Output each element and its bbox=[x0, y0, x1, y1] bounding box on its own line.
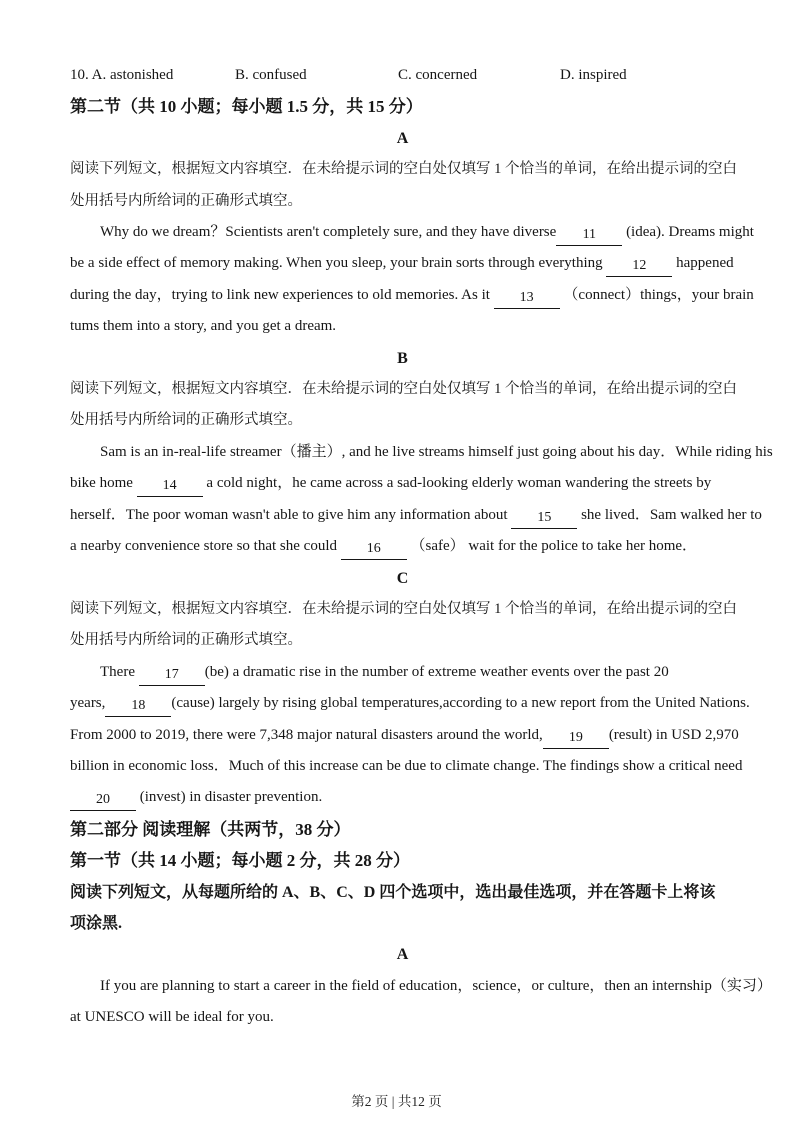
section-2-heading: 第二节（共 10 小题；每小题 1.5 分，共 15 分） bbox=[70, 97, 423, 117]
question-10-option-d: D. inspired bbox=[560, 67, 627, 83]
passage-a-line-4: tums them into a story, and you get a dream. bbox=[70, 318, 337, 335]
passage-c-line-3: From 2000 to 2019, there were 7,348 major natural disasters around the world, 19 (result) in USD 2,970 bbox=[70, 720, 735, 751]
question-10-option-a: 10. A. astonished bbox=[70, 67, 174, 83]
passage-c-line-2: years, 18 (cause) largely by rising global temperatures,according to a new report from the United Nations. bbox=[70, 688, 735, 719]
fill-in-blank-19: 19 bbox=[543, 730, 609, 749]
passage-a-instruction-line-2: 处用括号内所给词的正确形式填空。 bbox=[70, 192, 302, 209]
reading-passage-a-line-2: at UNESCO will be ideal for you. bbox=[70, 1009, 274, 1026]
page-number-footer: 第2 页 | 共12 页 bbox=[351, 1094, 442, 1109]
passage-a-line-1: Why do we dream？Scientists aren't completely sure, and they have diverse 11 (idea). Dreams might bbox=[70, 217, 735, 248]
question-10-option-c: C. concerned bbox=[398, 67, 478, 83]
passage-c-line-4: billion in economic loss．Much of this increase can be due to climate change. The findings show a critical need bbox=[70, 757, 743, 774]
fill-in-blank-16: 16 bbox=[341, 541, 407, 560]
passage-a-line-3: during the day，trying to link new experiences to old memories. As it 13 （connect）things，your brain bbox=[70, 280, 735, 311]
question-10-options-row bbox=[70, 60, 735, 91]
fill-in-blank-15: 15 bbox=[511, 510, 577, 529]
passage-c-instruction-line-2: 处用括号内所给词的正确形式填空。 bbox=[70, 632, 302, 649]
passage-c-line-1: There 17 (be) a dramatic rise in the number of extreme weather events over the past 20 bbox=[70, 657, 735, 688]
passage-a-line-2: be a side effect of memory making. When you sleep, your brain sorts through everything 12 happened bbox=[70, 248, 735, 279]
passage-b-line-4: a nearby convenience store so that she could 16 （safe） wait for the police to take her home． bbox=[70, 531, 735, 562]
fill-in-blank-13: 13 bbox=[494, 290, 560, 309]
passage-b-instruction-line-1: 阅读下列短文，根据短文内容填空．在未给提示词的空白处仅填写 1 个恰当的单词，在给出提示词的空白 bbox=[70, 381, 737, 398]
passage-c-label: C bbox=[396, 569, 409, 587]
part-2-heading: 第二部分 阅读理解（共两节，38 分） bbox=[70, 819, 351, 839]
part-2-instruction-line-1: 阅读下列短文，从每题所给的 A、B、C、D 四个选项中，选出最佳选项，并在答题卡上将该 bbox=[70, 883, 716, 901]
passage-c-line-5: 20 (invest) in disaster prevention. bbox=[70, 782, 735, 813]
passage-b-line-3: herself．The poor woman wasn't able to give him any information about 15 she lived．Sam walked her to bbox=[70, 500, 735, 531]
part-2-instruction-line-2: 项涂黑. bbox=[70, 914, 123, 932]
passage-b-line-2: bike home 14 a cold night，he came across a sad-looking elderly woman wandering the streets by bbox=[70, 468, 735, 499]
fill-in-blank-11: 11 bbox=[556, 227, 622, 246]
fill-in-blank-18: 18 bbox=[105, 698, 171, 717]
fill-in-blank-17: 17 bbox=[139, 667, 205, 686]
passage-c-instruction-line-1: 阅读下列短文，根据短文内容填空．在未给提示词的空白处仅填写 1 个恰当的单词，在给出提示词的空白 bbox=[70, 600, 737, 617]
fill-in-blank-20: 20 bbox=[70, 792, 136, 811]
question-10-option-b: B. confused bbox=[235, 67, 307, 83]
passage-b-line-1: Sam is an in-real-life streamer（播主）, and he live streams himself just going about his day．While riding his bbox=[100, 443, 773, 460]
fill-in-blank-14: 14 bbox=[137, 478, 203, 497]
passage-a-instruction-line-1: 阅读下列短文，根据短文内容填空．在未给提示词的空白处仅填写 1 个恰当的单词，在给出提示词的空白 bbox=[70, 161, 737, 178]
reading-passage-a-label: A bbox=[396, 946, 409, 964]
fill-in-blank-12: 12 bbox=[606, 258, 672, 277]
passage-a-label: A bbox=[396, 129, 409, 147]
reading-passage-a-line-1: If you are planning to start a career in the field of education，science，or culture，then an internship（实习） bbox=[100, 977, 772, 994]
part-2-section-1-heading: 第一节（共 14 小题；每小题 2 分，共 28 分） bbox=[70, 851, 410, 871]
passage-b-instruction-line-2: 处用括号内所给词的正确形式填空。 bbox=[70, 412, 302, 429]
passage-b-label: B bbox=[397, 349, 408, 367]
